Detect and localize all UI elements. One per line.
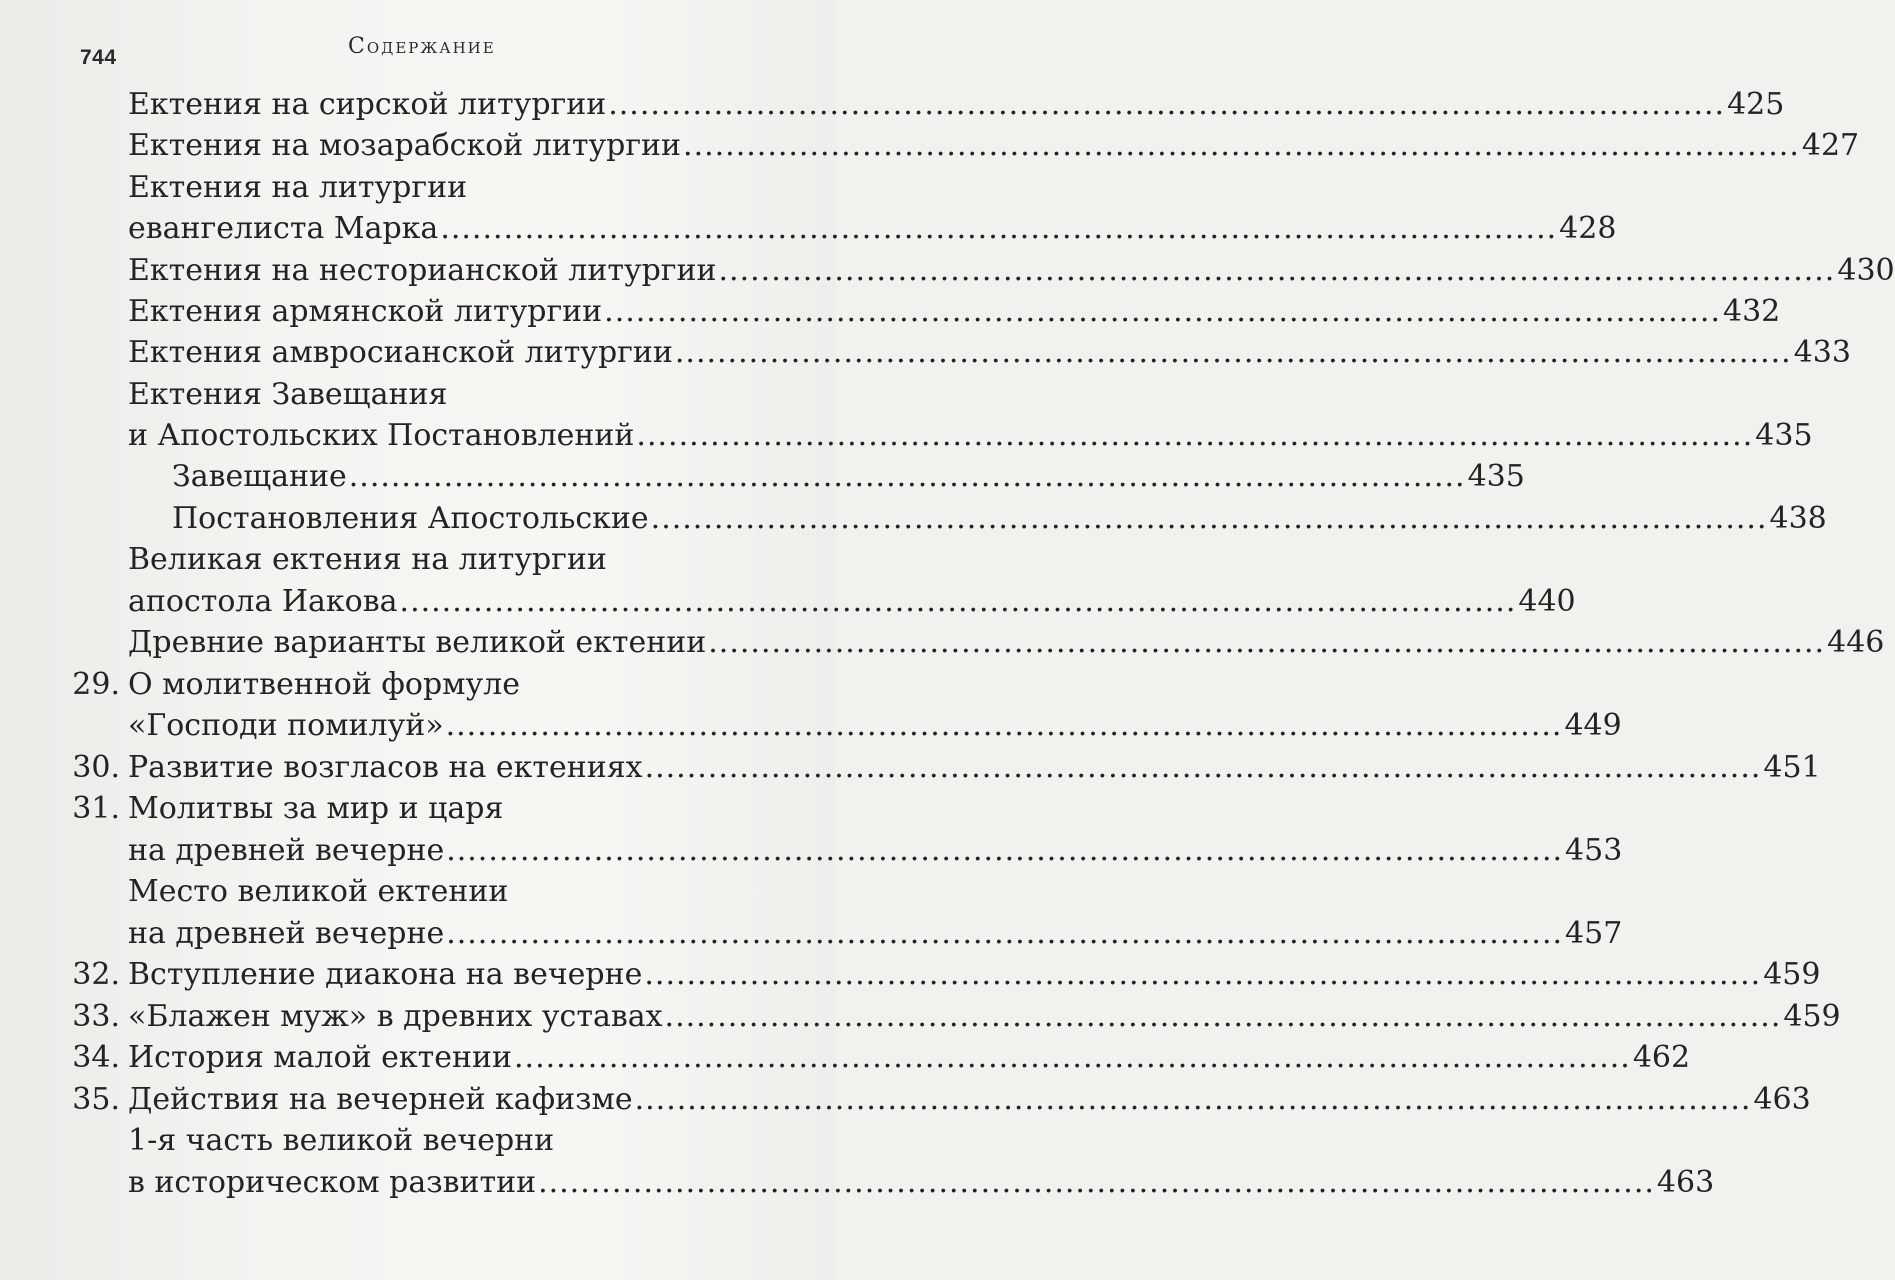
- toc-entry-title: Развитие возгласов на ектениях: [128, 750, 643, 785]
- dot-leader: ..........................................................................................................: [683, 128, 1800, 163]
- toc-entry: [172, 456, 1525, 498]
- toc-entry: [128, 84, 1785, 126]
- toc-entry-title: «Господи помилуй»: [128, 708, 444, 743]
- toc-entry-page: 459: [1783, 999, 1841, 1034]
- toc-entry-title: История малой ектении: [128, 1040, 512, 1075]
- toc-entry-page: 438: [1769, 501, 1827, 536]
- dot-leader: ..........................................................................................................: [634, 1082, 1752, 1117]
- dot-leader: ..........................................................................................................: [446, 833, 1564, 868]
- toc-entry-title: Вступление диакона на вечерне: [128, 957, 643, 992]
- toc-entry-title: Ектения на сирской литургии: [128, 87, 607, 122]
- toc-entry-page: 432: [1723, 294, 1781, 329]
- toc-entry: [128, 581, 1576, 623]
- toc-entry-title: в историческом развитии: [128, 1165, 537, 1200]
- toc-entry: [128, 747, 1821, 789]
- toc-entry: [128, 250, 1895, 292]
- toc-entry-title: Ектения на мозарабской литургии: [128, 128, 682, 163]
- dot-leader: ..........................................................................................................: [650, 501, 1768, 536]
- toc-entry-page: 425: [1727, 87, 1785, 122]
- toc-entry: [128, 1079, 1811, 1121]
- toc-entry-page: 446: [1827, 625, 1885, 660]
- toc-entry-title: на древней вечерне: [128, 916, 445, 951]
- toc-entry-first-line: Ектения на литургии: [128, 170, 468, 205]
- toc-entry-page: 440: [1518, 584, 1576, 619]
- toc-entry-page: 427: [1801, 128, 1860, 163]
- toc-entry-title: Ектения армянской литургии: [128, 294, 603, 329]
- toc-entry-title: Ектения амвросианской литургии: [128, 335, 673, 370]
- page-number: 744: [80, 46, 117, 69]
- dot-leader: ..........................................................................................................: [348, 459, 1466, 494]
- toc-entry-first-line: 1-я часть великой вечерни: [128, 1123, 555, 1158]
- toc-entry-first-line: Место великой ектении: [128, 874, 509, 909]
- toc-entry-first-line: О молитвенной формуле: [128, 667, 520, 702]
- toc-entry: [128, 332, 1851, 374]
- toc-entry: [128, 208, 1617, 250]
- toc-entry-page: 435: [1755, 418, 1813, 453]
- section-number: 35.: [72, 1082, 120, 1117]
- toc-entry-title: евангелиста Марка: [128, 211, 439, 246]
- page-header: [0, 34, 836, 74]
- dot-leader: ..........................................................................................................: [664, 999, 1782, 1034]
- dot-leader: ..........................................................................................................: [708, 625, 1826, 660]
- toc-entry: [172, 498, 1827, 540]
- toc-entry-page: 451: [1763, 750, 1821, 785]
- toc-entry-page: 453: [1565, 833, 1623, 868]
- dot-leader: ..........................................................................................................: [440, 211, 1558, 246]
- section-number: 33.: [72, 999, 120, 1034]
- toc-entry-title: Древние варианты великой ектении: [128, 625, 707, 660]
- toc-entry-title: Завещание: [172, 459, 347, 494]
- toc-entry: [128, 705, 1622, 747]
- dot-leader: ..........................................................................................................: [604, 294, 1721, 329]
- dot-leader: ..........................................................................................................: [538, 1165, 1655, 1200]
- section-number: 34.: [72, 1040, 120, 1075]
- toc-entry-page: 459: [1763, 957, 1821, 992]
- toc-entry-title: Действия на вечерней кафизме: [128, 1082, 633, 1117]
- toc-entry-title: «Блажен муж» в древних уставах: [128, 999, 663, 1034]
- toc-entry-page: 457: [1565, 916, 1623, 951]
- toc-entry-first-line: Молитвы за мир и царя: [128, 791, 504, 826]
- dot-leader: ..........................................................................................................: [608, 87, 1726, 122]
- toc-entry-page: 463: [1656, 1165, 1715, 1200]
- toc-entry: [128, 622, 1885, 664]
- toc-entry-page: 462: [1632, 1040, 1691, 1075]
- toc-entry: [128, 125, 1860, 167]
- toc-entry: [128, 954, 1821, 996]
- section-number: 29.: [72, 667, 120, 702]
- dot-leader: ..........................................................................................................: [674, 335, 1792, 370]
- toc-entry-page: 435: [1467, 459, 1525, 494]
- dot-leader: ..........................................................................................................: [644, 957, 1762, 992]
- toc-entry: [128, 996, 1841, 1038]
- dot-leader: ..........................................................................................................: [446, 916, 1564, 951]
- toc-entry: [128, 415, 1813, 457]
- dot-leader: ..........................................................................................................: [644, 750, 1762, 785]
- section-number: 31.: [72, 791, 120, 826]
- toc-entry-title: апостола Иакова: [128, 584, 398, 619]
- running-title: Содержание: [348, 34, 496, 59]
- toc-entry-page: 430: [1837, 253, 1895, 288]
- toc-entry-title: и Апостольских Постановлений: [128, 418, 635, 453]
- section-number: 30.: [72, 750, 120, 785]
- dot-leader: ..........................................................................................................: [399, 584, 1517, 619]
- toc-entry-first-line: Великая ектения на литургии: [128, 542, 607, 577]
- toc-entry: [128, 913, 1623, 955]
- toc-entry: [128, 830, 1623, 872]
- toc-entry-page: 449: [1564, 708, 1622, 743]
- section-number: 32.: [72, 957, 120, 992]
- toc-entry: [128, 291, 1781, 333]
- toc-entry-page: 433: [1793, 335, 1851, 370]
- toc-entry-title: Постановления Апостольские: [172, 501, 649, 536]
- toc-entry-title: Ектения на несторианской литургии: [128, 253, 717, 288]
- toc-entry-page: 428: [1559, 211, 1617, 246]
- toc-entry: [128, 1037, 1691, 1079]
- dot-leader: ..........................................................................................................: [445, 708, 1563, 743]
- toc-entry-title: на древней вечерне: [128, 833, 445, 868]
- toc-entry: [128, 1162, 1715, 1204]
- toc-entry-page: 463: [1753, 1082, 1811, 1117]
- dot-leader: ..........................................................................................................: [514, 1040, 1631, 1075]
- dot-leader: ..........................................................................................................: [636, 418, 1754, 453]
- dot-leader: ..........................................................................................................: [718, 253, 1836, 288]
- toc-entry-first-line: Ектения Завещания: [128, 377, 448, 412]
